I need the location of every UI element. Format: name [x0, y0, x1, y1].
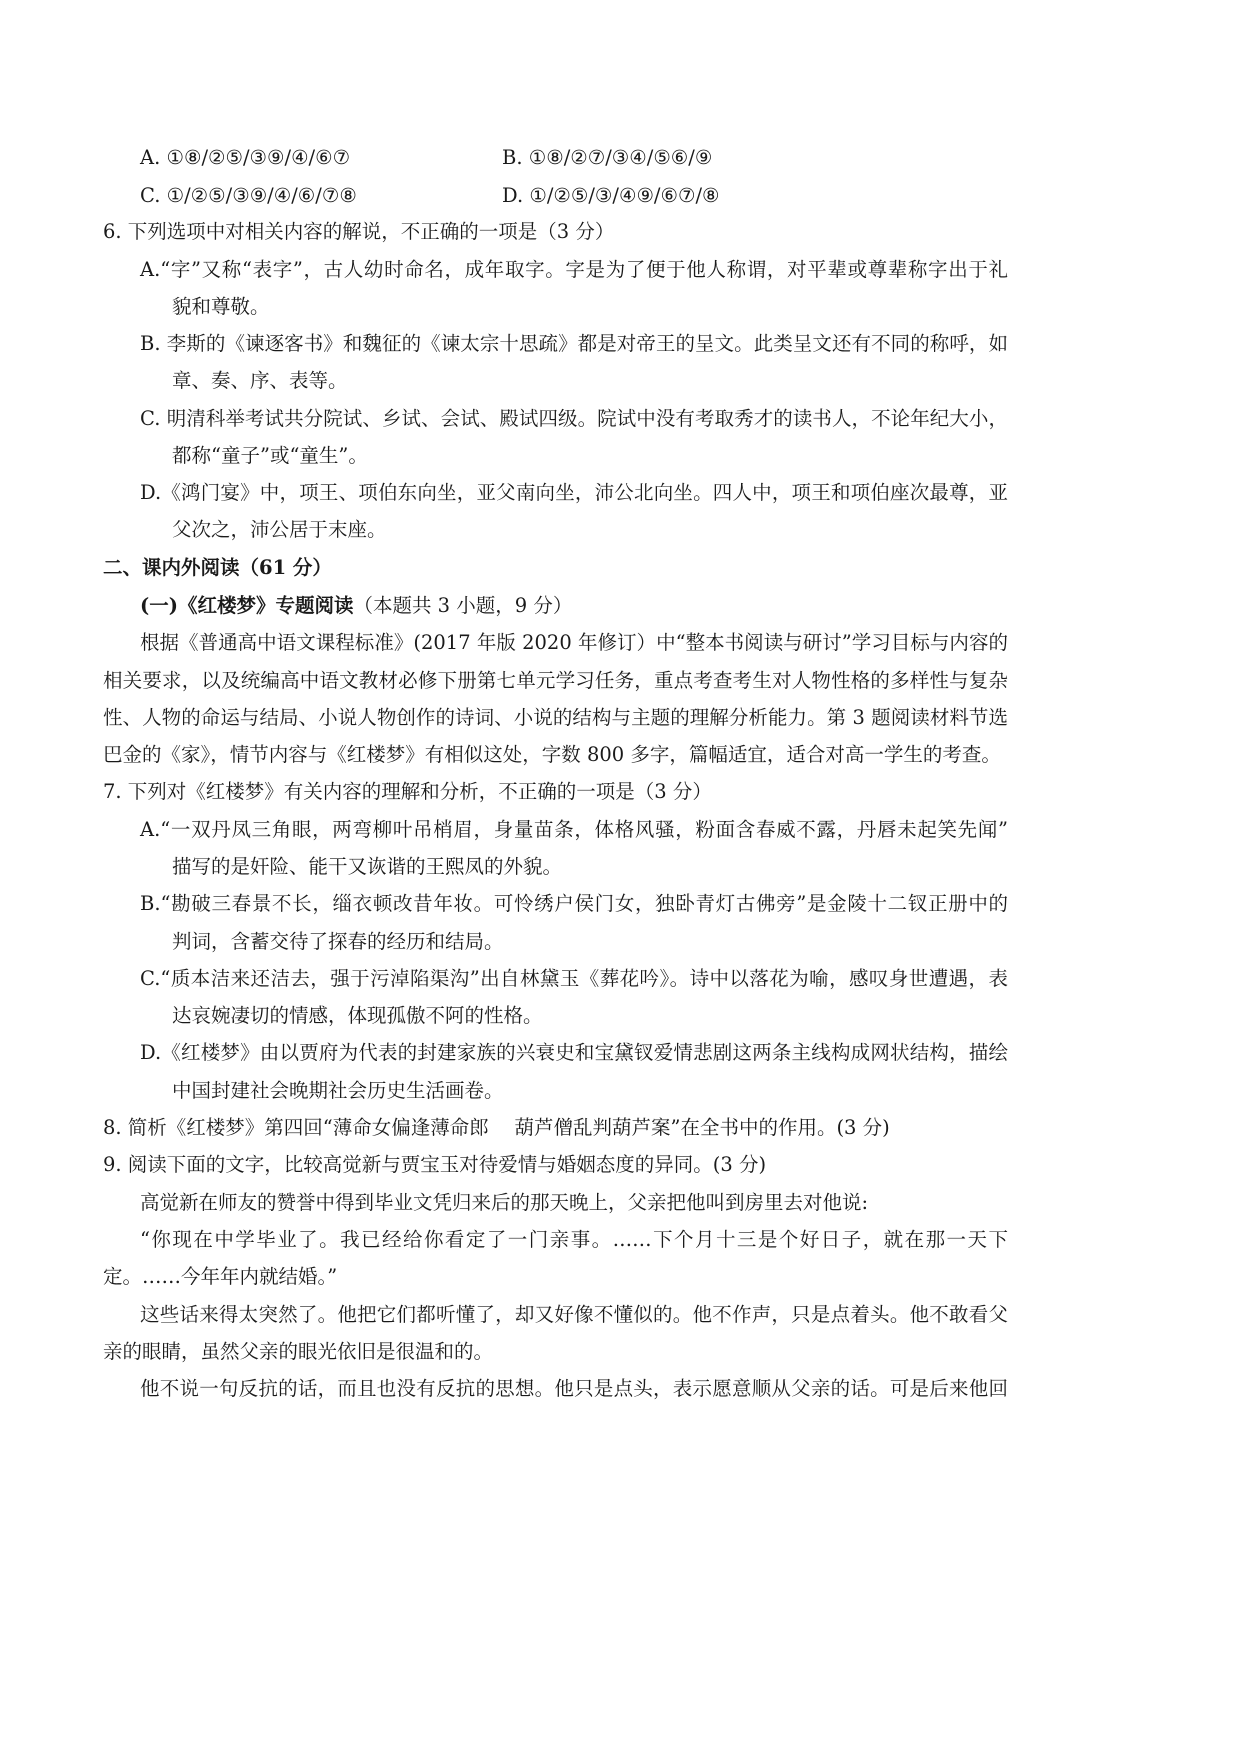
q5-option-a: A. ①⑧/②⑤/③⑨/④/⑥⑦	[140, 146, 351, 169]
q6-option-c: C. 明清科举考试共分院试、乡试、会试、殿试四级。院试中没有考取秀才的读书人，不论年纪大小，	[140, 407, 1008, 430]
q6-option-a: A.“字”又称“表字”，古人幼时命名，成年取字。字是为了便于他人称谓，对平辈或尊辈称字出于礼	[140, 258, 1008, 281]
q5-option-b: B. ①⑧/②⑦/③④/⑤⑥/⑨	[502, 146, 713, 169]
q9-passage-line-2: “你现在中学毕业了。我已经给你看定了一门亲事。……下个月十三是个好日子，就在那一天下	[140, 1228, 1008, 1251]
q6-option-a-cont: 貌和尊敬。	[172, 295, 270, 318]
q7-stem: 7. 下列对《红楼梦》有关内容的理解和分析，不正确的一项是（3 分）	[103, 780, 712, 803]
intro-line-1: 根据《普通高中语文课程标准》(2017 年版 2020 年修订）中“整本书阅读与研讨”学习目标与内容的	[140, 631, 1008, 654]
q7-option-c: C.“质本洁来还洁去，强于污淖陷渠沟”出自林黛玉《葬花吟》。诗中以落花为喻，感叹身世遭遇，表	[140, 967, 1008, 990]
q9-passage-line-4: 这些话来得太突然了。他把它们都听懂了，却又好像不懂似的。他不作声，只是点着头。他不敢看父	[140, 1303, 1008, 1326]
q6-stem: 6. 下列选项中对相关内容的解说，不正确的一项是（3 分）	[103, 220, 615, 243]
q7-option-b-cont: 判词，含蓄交待了探春的经历和结局。	[172, 930, 504, 953]
subsection-note: （本题共 3 小题，9 分）	[353, 594, 573, 617]
intro-line-4: 巴金的《家》，情节内容与《红楼梦》有相似这处，字数 800 多字，篇幅适宜，适合对高一学生的考查。	[103, 743, 1001, 766]
intro-line-2: 相关要求，以及统编高中语文教材必修下册第七单元学习任务，重点考查考生对人物性格的多样性与复杂	[103, 669, 1008, 692]
subsection-heading	[140, 596, 572, 616]
q7-option-c-cont: 达哀婉凄切的情感，体现孤傲不阿的性格。	[172, 1004, 543, 1027]
q6-option-b: B. 李斯的《谏逐客书》和魏征的《谏太宗十思疏》都是对帝王的呈文。此类呈文还有不同的称呼，如	[140, 332, 1008, 355]
q7-option-b: B.“勘破三春景不长，缁衣顿改昔年妆。可怜绣户侯门女，独卧青灯古佛旁”是金陵十二钗正册中的	[140, 892, 1008, 915]
q5-option-c: C. ①/②⑤/③⑨/④/⑥/⑦⑧	[140, 184, 357, 207]
q9-passage-line-6: 他不说一句反抗的话，而且也没有反抗的思想。他只是点头，表示愿意顺从父亲的话。可是后来他回	[140, 1377, 1008, 1400]
section-two-title: 二、课内外阅读（61 分）	[103, 556, 332, 579]
q9-passage-line-1: 高觉新在师友的赞誉中得到毕业文凭归来后的那天晚上，父亲把他叫到房里去对他说:	[140, 1191, 869, 1214]
q5-option-d: D. ①/②⑤/③/④⑨/⑥⑦/⑧	[502, 184, 720, 207]
q6-option-d-cont: 父次之，沛公居于末座。	[172, 518, 387, 541]
q7-option-a: A.“一双丹凤三角眼，两弯柳叶吊梢眉，身量苗条，体格风骚，粉面含春威不露，丹唇未起笑先闻”	[140, 818, 1008, 841]
q7-option-a-cont: 描写的是奸险、能干又诙谐的王熙凤的外貌。	[172, 855, 563, 878]
q9-passage-line-3: 定。……今年年内就结婚。”	[103, 1265, 338, 1288]
intro-line-3: 性、人物的命运与结局、小说人物创作的诗词、小说的结构与主题的理解分析能力。第 3 题阅读材料节选	[103, 706, 1008, 729]
q7-option-d: D.《红楼梦》由以贾府为代表的封建家族的兴衰史和宝黛钗爱情悲剧这两条主线构成网状结构，描绘	[140, 1041, 1008, 1064]
q6-option-c-cont: 都称“童子”或“童生”。	[172, 444, 368, 467]
q9-stem: 9. 阅读下面的文字，比较高觉新与贾宝玉对待爱情与婚姻态度的异同。(3 分)	[103, 1153, 767, 1176]
q6-option-d: D.《鸿门宴》中，项王、项伯东向坐，亚父南向坐，沛公北向坐。四人中，项王和项伯座次最尊，亚	[140, 481, 1008, 504]
q6-option-b-cont: 章、奏、序、表等。	[172, 369, 348, 392]
q7-option-d-cont: 中国封建社会晚期社会历史生活画卷。	[172, 1079, 504, 1102]
q8-stem: 8. 简析《红楼梦》第四回“薄命女偏逢薄命郎 葫芦僧乱判葫芦案”在全书中的作用。(3 分)	[103, 1116, 890, 1139]
subsection-title: (一)《红楼梦》专题阅读	[140, 594, 354, 617]
q9-passage-line-5: 亲的眼睛，虽然父亲的眼光依旧是很温和的。	[103, 1340, 494, 1363]
